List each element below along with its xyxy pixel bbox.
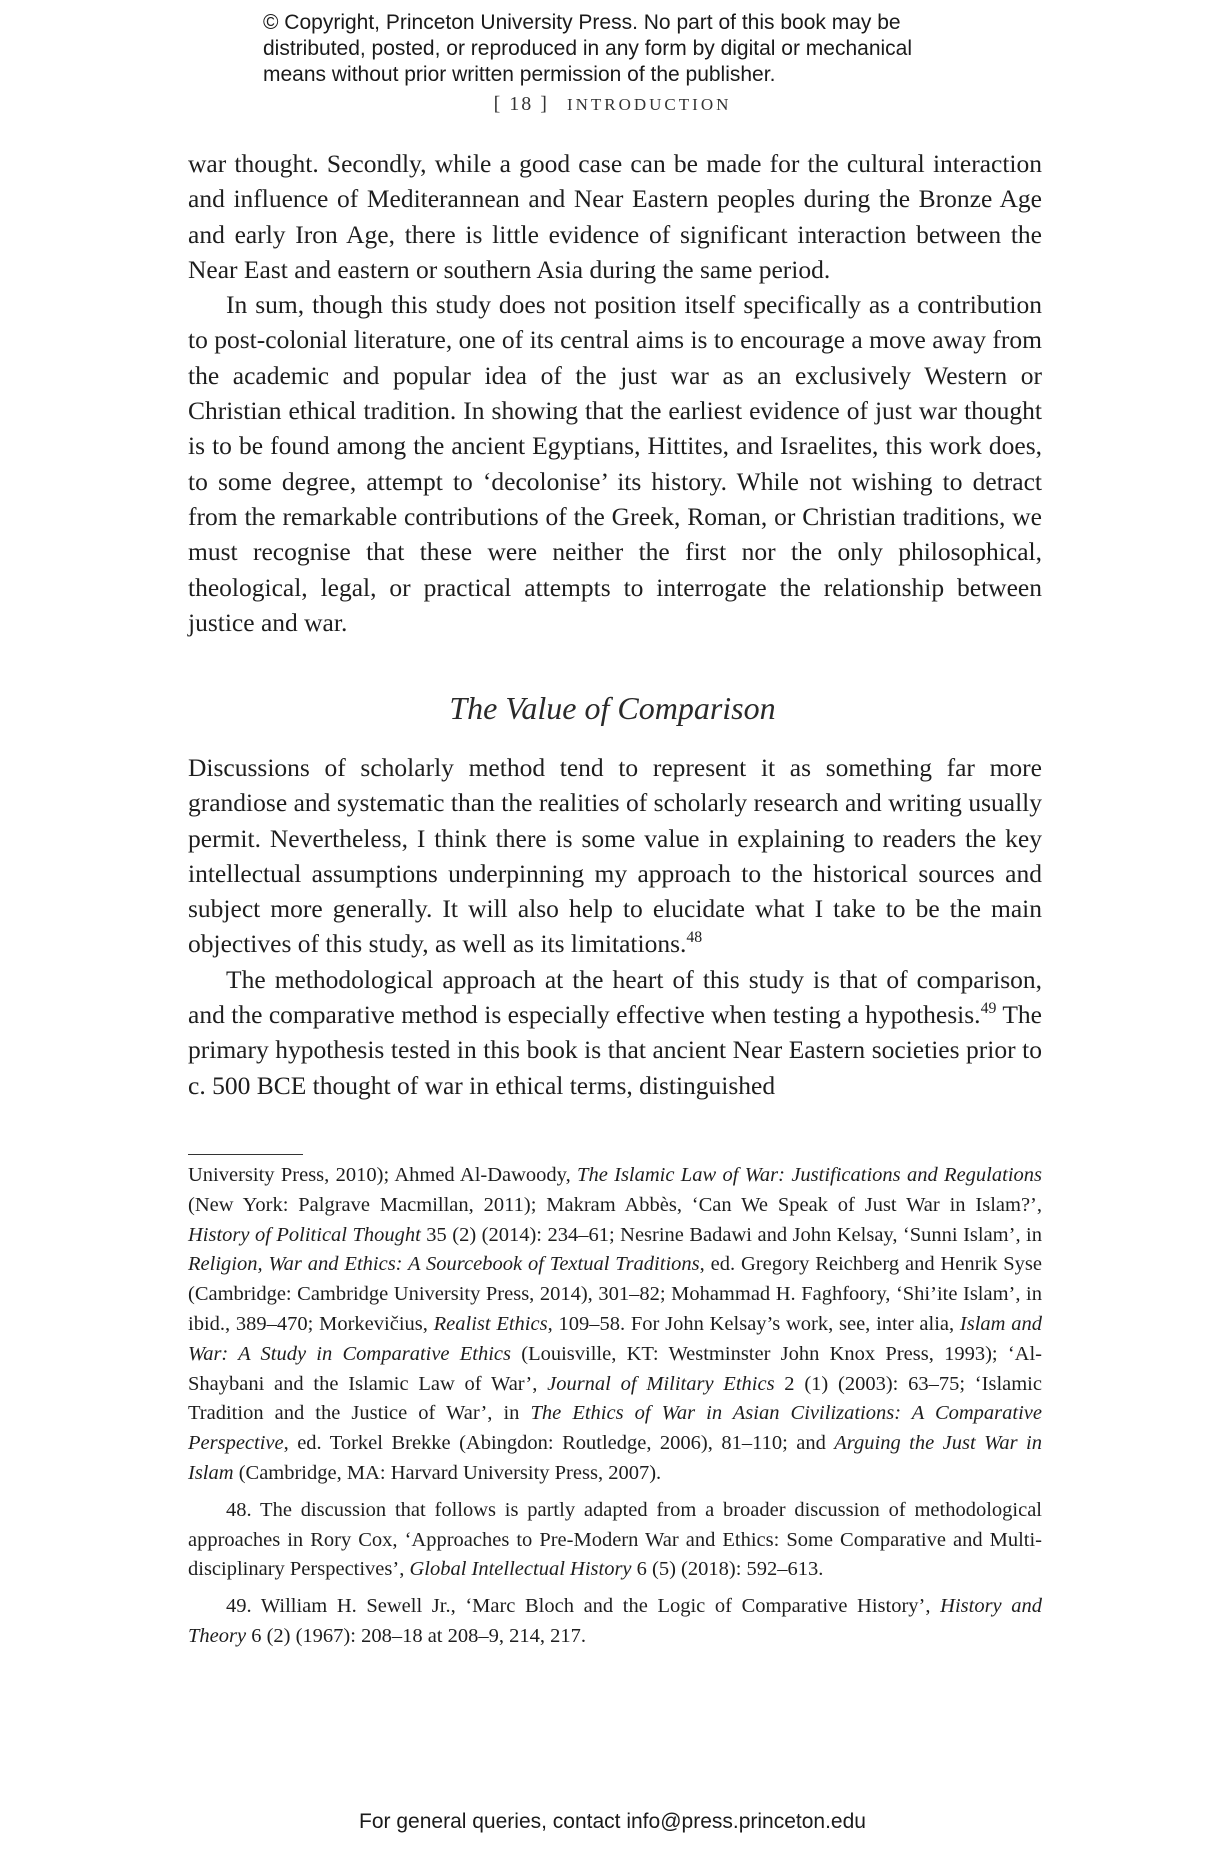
italic-title: Religion, War and Ethics: A Sourcebook of Textual Traditions [188, 1253, 700, 1276]
footnote-text: 6 (5) (2018): 592–613. [631, 1558, 824, 1581]
footnote-48 [188, 1496, 1042, 1585]
body-text-top [188, 146, 1042, 640]
italic-title: Arguing the Just War in Islam [188, 1432, 1042, 1484]
section-heading: The Value of Comparison [449, 690, 776, 726]
footnote-marker[interactable]: 48 [686, 929, 703, 947]
italic-title: Islam and War: A Study in Comparative Ethics [188, 1312, 1042, 1365]
italic-title: The Islamic Law of War: Justifications and Regulations [577, 1164, 1042, 1186]
footnote-49 [188, 1592, 1042, 1652]
italic-title: History of Political Thought [188, 1223, 421, 1246]
copyright-line: distributed, posted, or reproduced in any form by digital or mechanical [263, 37, 913, 60]
footnote-text: 49. William H. Sewell Jr., ‘Marc Bloch and the Logic of Comparative History’, [226, 1595, 941, 1618]
footnote-text: , 109–58. For John Kelsay’s work, see, inter alia, [547, 1312, 960, 1335]
paragraph-text: Discussions of scholarly method tend to represent it as something far more grandiose and systematic than the realities of scholarly research and writing usually permit. Nevertheless, I think there is some value in explaining to readers the key intellectual assumptions underpinning my approach to the historical sources and subject more generally. It will also help to elucidate what I take to be the main objectives of this study, as well as its limitations. [188, 753, 1042, 959]
italic-title: Global Intellectual History [409, 1558, 632, 1581]
footnote-text: University Press, 2010); Ahmed Al-Dawoody, [188, 1164, 578, 1186]
footnote-text: (Louisville, KT: Westminster John Knox Press, 1993); ‘Al-Shaybani and the Islamic Law of War’, [188, 1342, 1042, 1395]
footnote-divider [188, 1154, 303, 1155]
running-head [0, 93, 1225, 116]
footnote-text: 2 (1) (2003): 63–75; ‘Islamic Tradition and the Justice of War’, in [188, 1372, 1042, 1425]
footnote-continuation [188, 1161, 1042, 1489]
footnote-text: 48. The discussion that follows is partly adapted from a broader discussion of methodological approaches in Rory Cox, ‘Approaches to Pre-Modern War and Ethics: Some Comparative and Multi-disciplinary Perspectives’, [188, 1498, 1042, 1581]
running-head-section: INTRODUCTION [566, 95, 732, 114]
italic-title: The Ethics of War in Asian Civilizations: A Comparative Perspective [188, 1402, 1042, 1455]
paragraph-text: The primary hypothesis tested in this book is that ancient Near Eastern societies prior to c. 500 BCE thought of war in ethical terms, distinguished [188, 1000, 1042, 1100]
footnote-text: (Cambridge, MA: Harvard University Press, 2007). [233, 1461, 662, 1484]
page-number: [ 18 ] [493, 93, 549, 115]
footnote-text: , ed. Gregory Reichberg and Henrik Syse (Cambridge: Cambridge University Press, 2014), 301–82; Mohammad H. Faghfoory, ‘Shi’ite Islam’, in ibid., 389–470; Morkevičius, [188, 1253, 1043, 1335]
body-text-section [188, 750, 1042, 1103]
footnote-text: , ed. Torkel Brekke (Abingdon: Routledge, 2006), 81–110; and [283, 1432, 835, 1455]
footnote-text: (New York: Palgrave Macmillan, 2011); Makram Abbès, ‘Can We Speak of Just War in Islam?’, [188, 1193, 1042, 1216]
paragraph: In sum, though this study does not position itself specifically as a contribution to post-colonial literature, one of its central aims is to encourage a move away from the academic and popular idea of the just war as an exclusively Western or Christian ethical tradition. In showing that the earliest evidence of just war thought is to be found among the ancient Egyptians, Hittites, and Israelites, this work does, to some degree, attempt to ‘decolonise’ its history. While not wishing to detract from the remarkable contributions of the Greek, Roman, or Christian traditions, we must recognise that these were neither the first nor the only philosophical, theological, legal, or practical attempts to interrogate the relationship between justice and war. [188, 290, 1042, 637]
copyright-line: means without prior written permission of the publisher. [263, 63, 776, 86]
copyright-line: © Copyright, Princeton University Press. No part of this book may be [263, 11, 901, 34]
paragraph: war thought. Secondly, while a good case can be made for the cultural interaction and influence of Mediterannean and Near Eastern peoples during the Bronze Age and early Iron Age, there is little evidence of significant interaction between the Near East and eastern or southern Asia during the same period. [188, 149, 1042, 284]
paragraph [188, 962, 1042, 1103]
footnotes [188, 1161, 1042, 1652]
copyright-notice [263, 10, 1023, 88]
footnote-text: 35 (2) (2014): 234–61; Nesrine Badawi and John Kelsay, ‘Sunni Islam’, in [420, 1223, 1042, 1246]
footnote-marker[interactable]: 49 [980, 1000, 997, 1018]
italic-title: Realist Ethics [433, 1312, 548, 1335]
paragraph-text: The methodological approach at the heart of this study is that of comparison, and the comparative method is especially effective when testing a hypothesis. [188, 964, 1042, 1030]
footnote-text: 6 (2) (1967): 208–18 at 208–9, 214, 217. [246, 1624, 586, 1647]
italic-title: Journal of Military Ethics [547, 1372, 775, 1395]
italic-title: History and Theory [188, 1595, 1043, 1647]
footer-contact: For general queries, contact info@press.princeton.edu [359, 1810, 866, 1833]
paragraph [188, 750, 1042, 962]
